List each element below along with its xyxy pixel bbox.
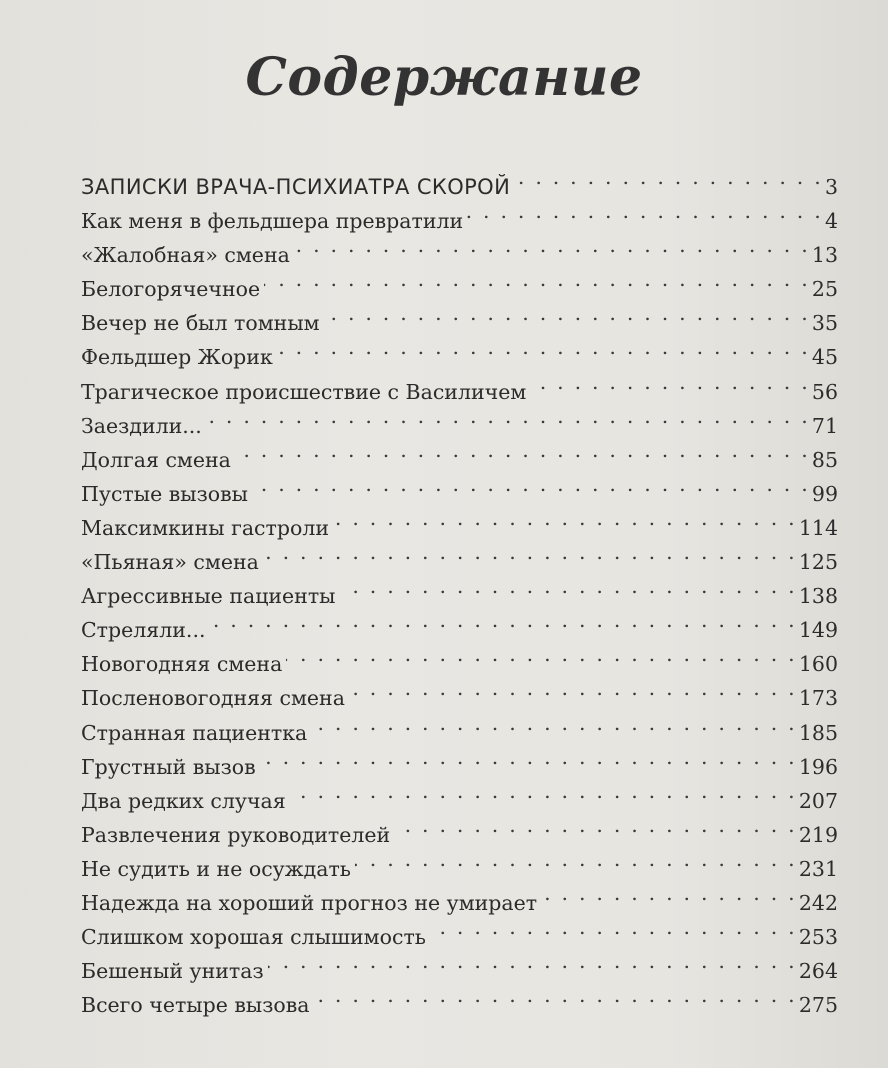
toc-entry-title: Новогодняя смена — [81, 652, 283, 677]
dot-leader — [340, 569, 797, 603]
toc-entry-title: Фельдшер Жорик — [81, 345, 273, 370]
toc-entry-page: 13 — [811, 243, 838, 268]
toc-entry-title: Стреляли... — [81, 618, 206, 643]
toc-entry-page: 4 — [824, 209, 838, 234]
toc-entry-title: Не судить и не осуждать — [81, 856, 351, 881]
toc-entry-title: Пустые вызовы — [81, 481, 248, 506]
dot-leader — [355, 842, 797, 876]
toc-entry-title: Как меня в фельдшера превратили — [81, 209, 464, 234]
dot-leader — [294, 228, 810, 262]
toc-entry-title: «Пьяная» смена — [81, 550, 259, 575]
dot-leader — [394, 808, 797, 842]
dot-leader — [333, 501, 797, 535]
toc-entry-page: 71 — [811, 413, 838, 438]
dot-leader — [263, 535, 797, 569]
toc-entry-title: Надежда на хороший прогноз не умирает — [81, 890, 538, 915]
toc-entry-page: 207 — [798, 788, 838, 813]
toc-entry-page: 138 — [798, 584, 838, 609]
toc-entry-page: 196 — [798, 754, 838, 779]
toc-entry-page: 275 — [798, 993, 838, 1018]
toc-entry-page: 264 — [798, 959, 838, 984]
toc-entry-title: Странная пациентка — [81, 720, 308, 745]
toc-entry-title: Белогорячечное — [81, 277, 261, 302]
toc-entry-page: 160 — [798, 652, 838, 677]
dot-leader — [324, 296, 810, 330]
dot-leader — [541, 876, 797, 910]
dot-leader — [314, 978, 797, 1012]
toc-entry-title: Агрессивные пациенты — [81, 584, 336, 609]
dot-leader — [514, 160, 823, 194]
toc-entry-title: Бешеный унитаз — [81, 959, 264, 984]
toc-entry-page: 173 — [798, 686, 838, 711]
toc-entry-title: Всего четыре вызова — [81, 993, 310, 1018]
toc-entry-page: 85 — [811, 447, 838, 472]
toc-entry-title: ЗАПИСКИ ВРАЧА-ПСИХИАТРА СКОРОЙ — [81, 175, 511, 199]
toc-entry-page: 125 — [798, 550, 838, 575]
dot-leader — [530, 365, 810, 399]
toc-entry-title: Трагическое происшествие с Василичем — [81, 379, 527, 404]
dot-leader — [209, 603, 796, 637]
dot-leader — [268, 944, 797, 978]
toc-entry-title: Слишком хорошая слышимость — [81, 925, 426, 950]
toc-entry-title: Максимкины гастроли — [81, 515, 330, 540]
toc-entry-page: 45 — [811, 345, 838, 370]
dot-leader — [349, 671, 797, 705]
toc-entry-page: 219 — [798, 822, 838, 847]
dot-leader — [235, 433, 810, 467]
toc-entry-page: 231 — [798, 856, 838, 881]
table-of-contents — [81, 160, 838, 1018]
toc-entry-title: Два редких случая — [81, 788, 286, 813]
toc-entry-page: 35 — [811, 311, 838, 336]
toc-entry-title: Долгая смена — [81, 447, 231, 472]
toc-entry-title: Развлечения руководителей — [81, 822, 391, 847]
dot-leader — [430, 910, 797, 944]
dot-leader — [290, 774, 797, 808]
toc-entry-page: 3 — [824, 175, 838, 199]
dot-leader — [286, 637, 797, 671]
toc-entry-page: 25 — [811, 277, 838, 302]
dot-leader — [264, 262, 810, 296]
toc-entry-title: Заездили... — [81, 413, 202, 438]
dot-leader — [467, 194, 823, 228]
toc-entry-title: Грустный вызов — [81, 754, 256, 779]
dot-leader — [206, 399, 810, 433]
dot-leader — [260, 740, 797, 774]
toc-entry-page: 114 — [798, 515, 838, 540]
toc-entry-title: Посленовогодняя смена — [81, 686, 345, 711]
toc-entry-page: 56 — [811, 379, 838, 404]
dot-leader — [252, 467, 810, 501]
toc-entry-page: 99 — [811, 481, 838, 506]
toc-entry-page: 253 — [798, 925, 838, 950]
toc-entry-title: «Жалобная» смена — [81, 243, 290, 268]
dot-leader — [311, 706, 797, 740]
toc-entry-page: 185 — [798, 720, 838, 745]
toc-entry-title: Вечер не был томным — [81, 311, 320, 336]
page-title: Содержание — [245, 46, 643, 108]
toc-entry-page: 242 — [798, 890, 838, 915]
toc-entry-page: 149 — [798, 618, 838, 643]
dot-leader — [277, 330, 810, 364]
toc-entry — [81, 160, 838, 199]
